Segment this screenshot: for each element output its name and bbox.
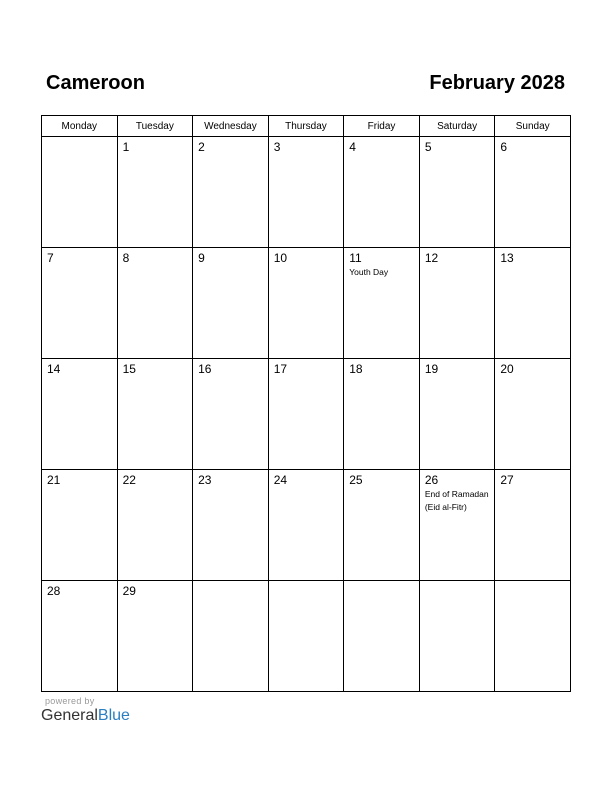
day-cell <box>42 470 118 581</box>
holiday-label <box>344 584 419 585</box>
day-number: 27 <box>500 473 514 487</box>
holiday-label <box>42 376 117 377</box>
day-cell <box>344 581 420 692</box>
holiday-label <box>344 376 419 377</box>
day-cell <box>193 137 269 248</box>
day-cell <box>419 248 495 359</box>
day-number: 17 <box>273 362 288 376</box>
holiday-label <box>495 584 570 585</box>
day-cell <box>117 581 193 692</box>
holiday-label <box>118 376 193 377</box>
day-number: 29 <box>122 584 136 598</box>
holiday-label <box>269 154 344 155</box>
day-cell <box>42 137 118 248</box>
holiday-label <box>193 584 268 585</box>
weekday-header: Saturday <box>419 116 495 137</box>
weekday-header-row <box>42 116 571 137</box>
holiday-label <box>269 376 344 377</box>
day-cell <box>268 470 344 581</box>
day-number: 13 <box>500 251 514 265</box>
day-cell <box>193 248 269 359</box>
holiday-label <box>495 487 570 488</box>
holiday-label <box>420 584 495 585</box>
day-cell <box>42 581 118 692</box>
day-cell <box>193 470 269 581</box>
week-row <box>42 470 571 581</box>
day-number: 18 <box>349 362 363 376</box>
calendar-grid <box>41 115 571 692</box>
weekday-header: Friday <box>344 116 420 137</box>
day-cell <box>42 359 118 470</box>
footer <box>41 696 130 725</box>
day-cell <box>495 248 571 359</box>
brand-name-part2: Blue <box>97 707 130 724</box>
day-number: 21 <box>47 473 61 487</box>
holiday-label <box>118 154 193 155</box>
holiday-label <box>420 265 495 266</box>
holiday-label <box>193 376 268 377</box>
day-number: 7 <box>47 251 54 265</box>
powered-by-text: powered by <box>45 696 95 706</box>
weekday-header: Thursday <box>268 116 344 137</box>
holiday-label <box>344 487 419 488</box>
day-cell <box>268 248 344 359</box>
day-cell <box>193 581 269 692</box>
day-cell <box>419 581 495 692</box>
day-number: 10 <box>273 251 288 265</box>
holiday-label <box>42 598 117 599</box>
weekday-header: Tuesday <box>117 116 193 137</box>
holiday-label <box>269 584 344 585</box>
day-number: 1 <box>122 140 130 154</box>
day-cell <box>419 359 495 470</box>
day-cell <box>268 359 344 470</box>
day-number: 9 <box>198 251 205 265</box>
holiday-label <box>269 487 344 488</box>
holiday-label <box>420 154 495 155</box>
day-number: 8 <box>122 251 130 265</box>
week-row <box>42 359 571 470</box>
weekday-header: Sunday <box>495 116 571 137</box>
day-cell <box>495 137 571 248</box>
weekday-header: Monday <box>42 116 118 137</box>
holiday-label: End of Ramadan (Eid al-Fitr) <box>424 489 489 512</box>
holiday-label <box>118 598 193 599</box>
day-cell <box>419 137 495 248</box>
day-number: 16 <box>198 362 212 376</box>
day-number: 24 <box>273 473 288 487</box>
day-cell <box>419 470 495 581</box>
day-number: 3 <box>273 140 281 154</box>
holiday-label <box>118 487 193 488</box>
day-number: 25 <box>349 473 363 487</box>
day-number: 15 <box>122 362 136 376</box>
weekday-header: Wednesday <box>193 116 269 137</box>
week-row <box>42 581 571 692</box>
holiday-label: Youth Day <box>349 267 389 277</box>
holiday-label <box>42 487 117 488</box>
day-number: 12 <box>424 251 439 265</box>
day-number: 14 <box>47 362 61 376</box>
holiday-label <box>42 265 117 266</box>
day-cell <box>344 470 420 581</box>
day-number: 22 <box>122 473 136 487</box>
week-row <box>42 137 571 248</box>
day-number: 23 <box>198 473 212 487</box>
day-cell <box>268 137 344 248</box>
holiday-label <box>495 154 570 155</box>
day-cell <box>495 581 571 692</box>
day-cell <box>193 359 269 470</box>
brand-name-part1: General <box>41 707 98 724</box>
month-title: February 2028 <box>429 72 565 94</box>
country-title: Cameroon <box>46 72 145 94</box>
day-cell <box>344 137 420 248</box>
day-number: 28 <box>47 584 61 598</box>
holiday-label <box>344 154 419 155</box>
day-cell <box>268 581 344 692</box>
day-number: 6 <box>500 140 508 154</box>
day-number: 19 <box>424 362 439 376</box>
day-cell <box>495 470 571 581</box>
holiday-label <box>269 265 344 266</box>
week-row <box>42 248 571 359</box>
holiday-label <box>42 140 117 141</box>
holiday-label <box>193 487 268 488</box>
day-number: 26 <box>424 473 439 487</box>
day-number: 2 <box>198 140 205 154</box>
holiday-label <box>495 376 570 377</box>
day-cell <box>117 137 193 248</box>
day-number: 20 <box>500 362 514 376</box>
day-cell <box>344 359 420 470</box>
holiday-label <box>495 265 570 266</box>
day-cell <box>117 359 193 470</box>
holiday-label <box>420 376 495 377</box>
day-number: 4 <box>349 140 356 154</box>
day-cell <box>495 359 571 470</box>
day-cell <box>117 470 193 581</box>
holiday-label <box>193 154 268 155</box>
holiday-label <box>193 265 268 266</box>
day-number: 11 <box>349 251 362 265</box>
day-cell <box>344 248 420 359</box>
day-number: 5 <box>424 140 432 154</box>
generalblue-logo[interactable] <box>41 707 130 725</box>
day-cell <box>117 248 193 359</box>
holiday-label <box>118 265 193 266</box>
day-cell <box>42 248 118 359</box>
